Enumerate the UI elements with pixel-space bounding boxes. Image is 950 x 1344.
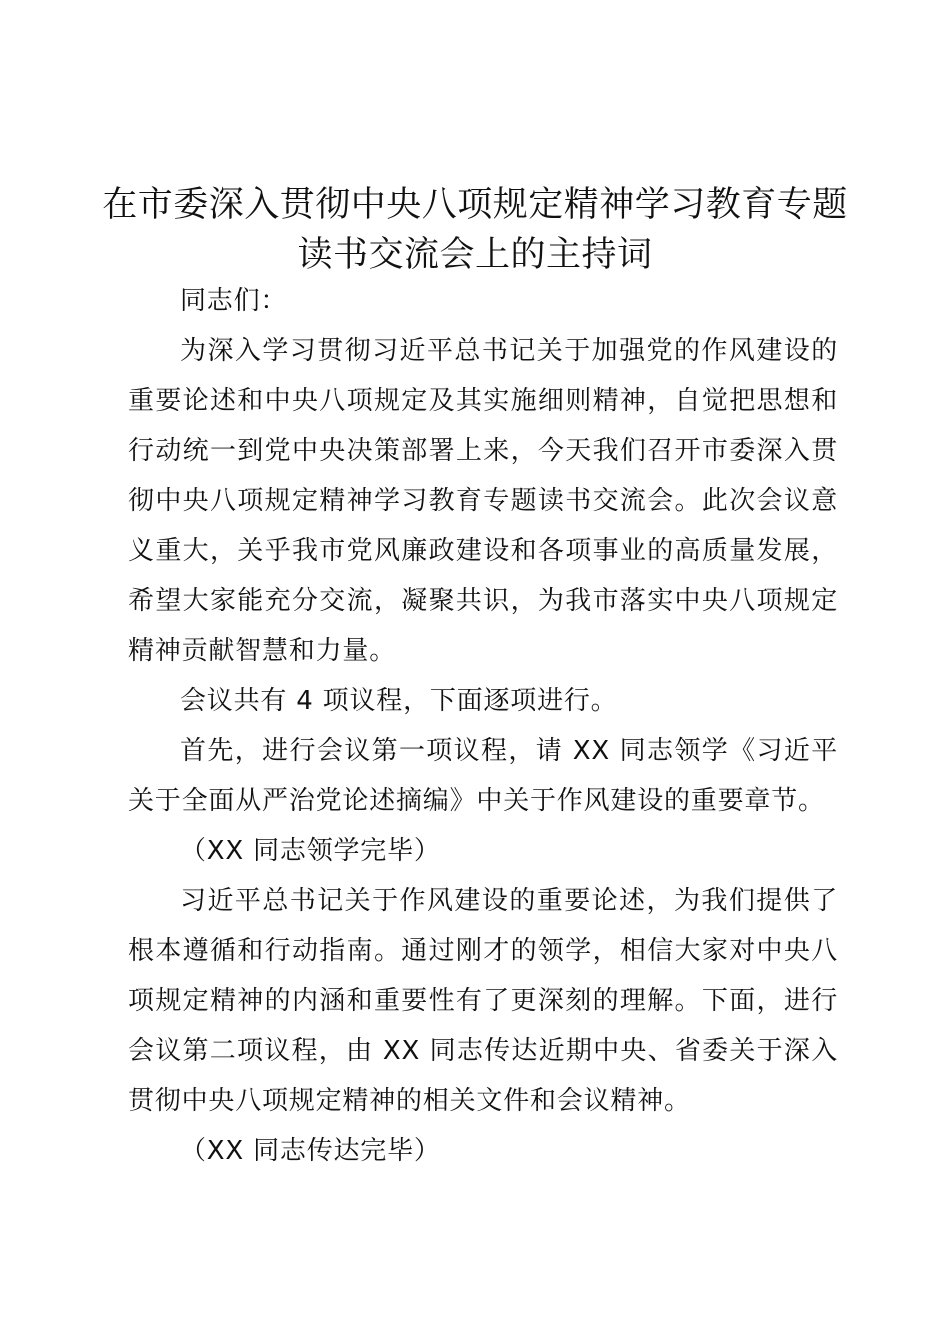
paragraph-note-1: （XX 同志领学完毕） bbox=[180, 836, 441, 866]
paragraph-note-2: （XX 同志传达完毕） bbox=[180, 1136, 441, 1166]
paragraph-opening: 为深入学习贯彻习近平总书记关于加强党的作风建设的重要论述和中央八项规定及其实施细则精神，自觉把思想和行动统一到党中央决策部署上来，今天我们召开市委深入贯彻中央八项规定精神学习教育专题读书交流会。此次会议意义重大，关乎我市党风廉政建设和各项事业的高质量发展，希望大家能充分交流，凝聚共识，为我市落实中央八项规定精神贡献智慧和力量。 bbox=[128, 336, 838, 666]
paragraph-agenda-item-2: 习近平总书记关于作风建设的重要论述，为我们提供了根本遵循和行动指南。通过刚才的领学，相信大家对中央八项规定精神的内涵和重要性有了更深刻的理解。下面，进行会议第二项议程，由 XX 同志传达近期中央、省委关于深入贯彻中央八项规定精神的相关文件和会议精神。 bbox=[128, 886, 838, 1116]
document-title: 在市委深入贯彻中央八项规定精神学习教育专题读书交流会上的主持词 bbox=[102, 185, 848, 275]
salutation: 同志们： bbox=[180, 286, 288, 316]
paragraph-agenda-item-1: 首先，进行会议第一项议程，请 XX 同志领学《习近平关于全面从严治党论述摘编》中关于作风建设的重要章节。 bbox=[128, 736, 838, 816]
document-body bbox=[128, 276, 838, 1176]
paragraph-agenda-overview: 会议共有 4 项议程，下面逐项进行。 bbox=[180, 686, 618, 716]
